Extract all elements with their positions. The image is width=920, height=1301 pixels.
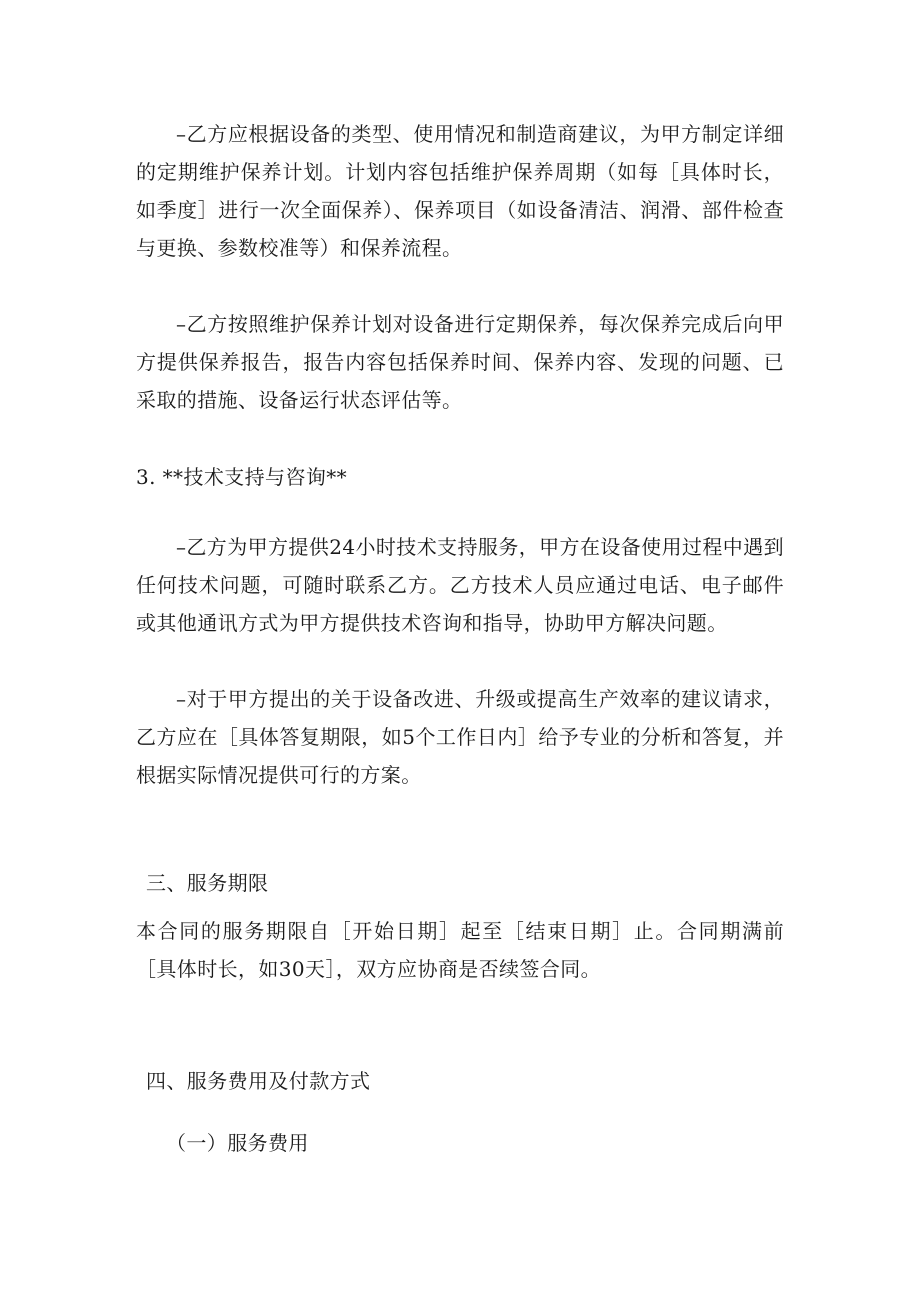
section-heading-service-period: 三、服务期限 [146,871,269,895]
paragraph-maintenance-report: –乙方按照维护保养计划对设备进行定期保养，每次保养完成后向甲方提供保养报告，报告内容包括保养时间、保养内容、发现的问题、已采取的措施、设备运行状态评估等。 [136,312,784,412]
subsection-heading-service-fees: （一）服务费用 [166,1131,309,1155]
section-heading-fees-payment: 四、服务费用及付款方式 [146,1069,371,1093]
section-heading-tech-support: 3. **技术支持与咨询** [136,465,348,489]
paragraph-maintenance-plan: –乙方应根据设备的类型、使用情况和制造商建议，为甲方制定详细的定期维护保养计划。计划内容包括维护保养周期（如每［具体时长，如季度］进行一次全面保养）、保养项目（如设备清洁、润滑、部件检查与更换、参数校准等）和保养流程。 [136,122,784,260]
paragraph-consultation: –对于甲方提出的关于设备改进、升级或提高生产效率的建议请求，乙方应在［具体答复期限，如5个工作日内］给予专业的分析和答复，并根据实际情况提供可行的方案。 [136,687,784,787]
paragraph-tech-support: –乙方为甲方提供24小时技术支持服务，甲方在设备使用过程中遇到任何技术问题，可随时联系乙方。乙方技术人员应通过电话、电子邮件或其他通讯方式为甲方提供技术咨询和指导，协助甲方解决问题。 [136,535,784,635]
paragraph-service-period: 本合同的服务期限自［开始日期］起至［结束日期］止。合同期满前［具体时长，如30天］，双方应协商是否续签合同。 [136,919,784,981]
